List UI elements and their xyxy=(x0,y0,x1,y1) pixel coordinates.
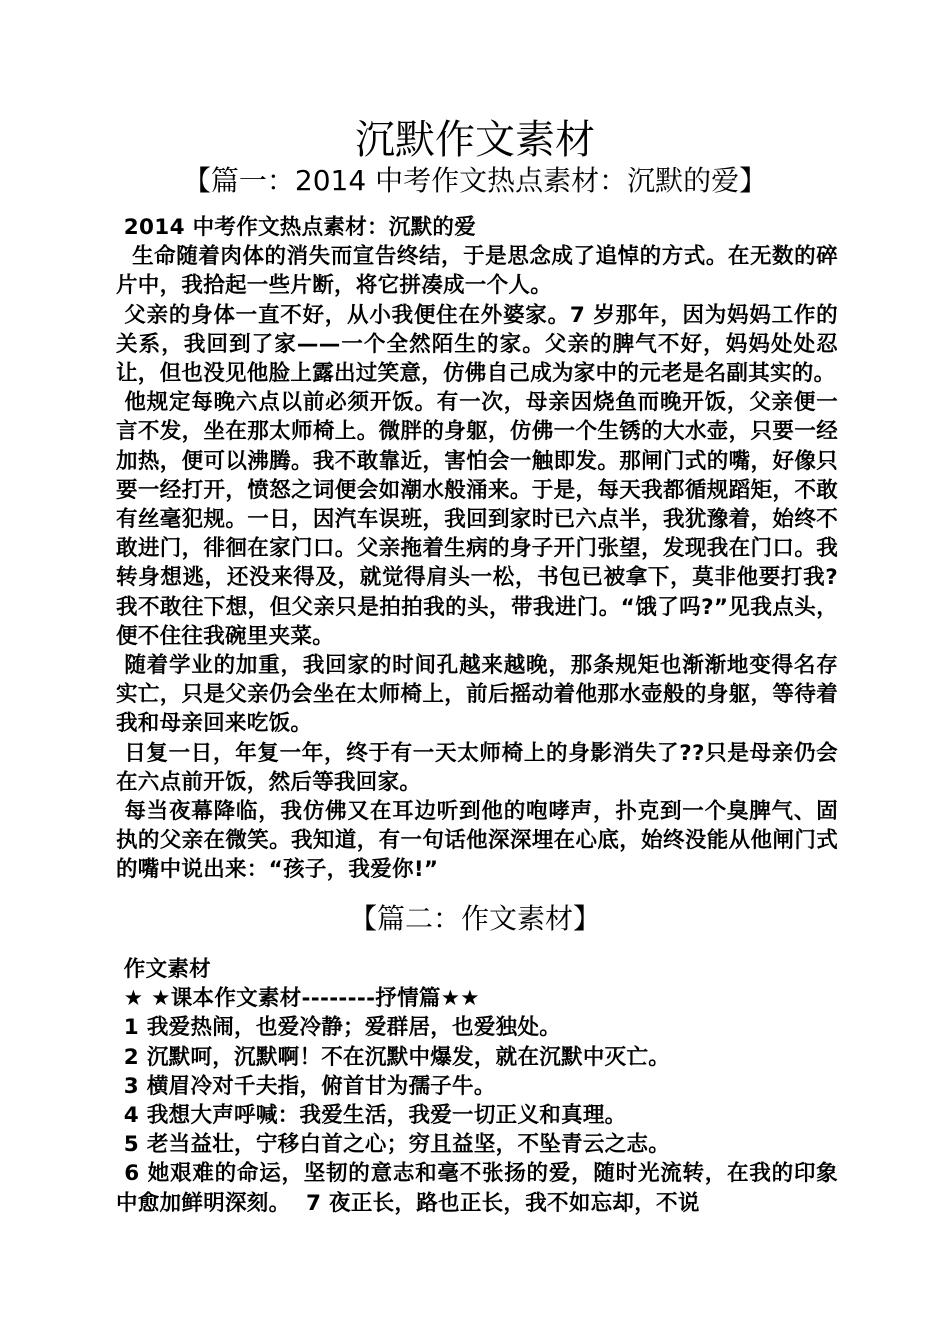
paragraph: 每当夜幕降临，我仿佛又在耳边听到他的咆哮声，扑克到一个臭脾气、固执的父亲在微笑。我知道，有一句话他深深埋在心底，始终没能从他闸门式的嘴中说出来：“孩子，我爱你!” xyxy=(116,799,838,883)
list-item: 4 我想大声呼喊：我爱生活，我爱一切正义和真理。 xyxy=(116,1103,627,1129)
list-item: 1 我爱热闹，也爱冷静；爱群居，也爱独处。 xyxy=(116,1015,562,1041)
paragraph: 父亲的身体一直不好，从小我便住在外婆家。7 岁那年，因为妈妈工作的关系，我回到了家——一个全然陌生的家。父亲的脾气不好，妈妈处处忍让，但也没见他脸上露出过笑意，仿佛自己成为家中的元老是名副其实的。 xyxy=(116,302,838,387)
list-item: 6 她艰难的命运，坚韧的意志和毫不张扬的爱，随时光流转，在我的印象中愈加鲜明深刻。 7 夜正长，路也正长，我不如忘却，不说 xyxy=(116,1161,838,1216)
paragraph: 他规定每晚六点以前必须开饭。有一次，母亲因烧鱼而晚开饭，父亲便一言不发，坐在那太师椅上。微胖的身躯，仿佛一个生锈的大水壶，只要一经加热，便可以沸腾。我不敢靠近，害怕会一触即发。那闸门式的嘴，好像只要一经打开，愤怒之词便会如潮水般涌来。于是，每天我都循规蹈矩，不敢有丝毫犯规。一日，因汽车误班，我回到家时已六点半，我犹豫着，始终不敢进门，徘徊在家门口。父亲拖着生病的身子开门张望，发现我在门口。我转身想逃，还没来得及，就觉得肩头一松，书包已被拿下，莫非他要打我?我不敢往下想，但父亲只是拍拍我的头，带我进门。“饿了吗?”见我点头，便不住往我碗里夹菜。 xyxy=(116,390,838,649)
list-item: 2 沉默呵，沉默啊！不在沉默中爆发，就在沉默中灭亡。 xyxy=(116,1044,671,1070)
section-heading-1: 【篇一：2014 中考作文热点素材：沉默的爱】 xyxy=(182,164,768,197)
category-label: ★ ★课本作文素材--------抒情篇★★ xyxy=(116,986,480,1012)
paragraph: 日复一日，年复一年，终于有一天太师椅上的身影消失了??只是母亲仍会在六点前开饭，然后等我回家。 xyxy=(116,740,838,795)
paragraph: 生命随着肉体的消失而宣告终结，于是思念成了追悼的方式。在无数的碎片中，我拾起一些片断，将它拼凑成一个人。 xyxy=(116,244,838,299)
section-body-2 xyxy=(116,955,838,1218)
document-title: 沉默作文素材 xyxy=(355,117,595,163)
section-subtitle-2: 作文素材 xyxy=(116,957,211,982)
section-subtitle-1: 2014 中考作文热点素材：沉默的爱 xyxy=(116,215,477,240)
paragraph: 随着学业的加重，我回家的时间孔越来越晚，那条规矩也渐渐地变得名存实亡，只是父亲仍会坐在太师椅上，前后摇动着他那水壶般的身躯，等待着我和母亲回来吃饭。 xyxy=(116,653,838,737)
section-heading-2: 【篇二：作文素材】 xyxy=(348,902,601,935)
list-item: 5 老当益壮，宁移白首之心；穷且益坚，不坠青云之志。 xyxy=(116,1132,671,1158)
list-item: 3 横眉冷对千夫指，俯首甘为孺子牛。 xyxy=(116,1073,496,1099)
section-body-1 xyxy=(116,213,838,885)
